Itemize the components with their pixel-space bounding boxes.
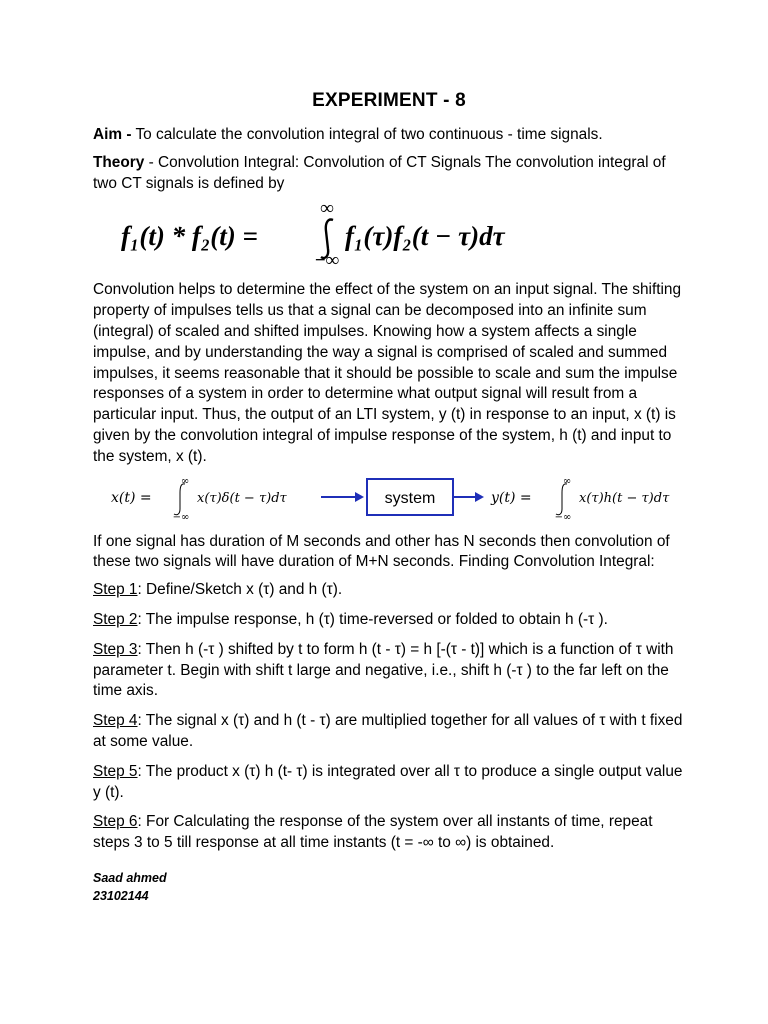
page-title: EXPERIMENT - 8 bbox=[312, 90, 466, 111]
step-3-label: Step 3 bbox=[93, 640, 138, 658]
step-1-label: Step 1 bbox=[93, 581, 138, 599]
output-equation-lhs: y(t) = bbox=[491, 489, 532, 506]
input-arrow-head-icon bbox=[355, 492, 364, 502]
step-4 bbox=[93, 711, 685, 753]
step-5 bbox=[93, 762, 685, 804]
aim-label: Aim - bbox=[93, 126, 132, 143]
equation-1-graphic bbox=[121, 201, 561, 267]
step-1-text: : Define/Sketch x (τ) and h (τ). bbox=[137, 581, 343, 599]
step-1 bbox=[93, 580, 685, 601]
equation-1-integrand: f₁(τ)f₂(t − τ)dτ bbox=[345, 221, 505, 252]
author-id: 23102144 bbox=[93, 888, 149, 903]
output-lower-limit: −∞ bbox=[554, 511, 572, 521]
author-name: Saad ahmed bbox=[93, 870, 167, 885]
system-diagram-graphic bbox=[111, 475, 691, 521]
output-equation-integrand: x(τ)h(t − τ)dτ bbox=[579, 490, 670, 506]
aim-text: To calculate the convolution integral of two continuous - time signals. bbox=[131, 126, 603, 143]
step-2-text: : The impulse response, h (τ) time-reversed or folded to obtain h (-τ ). bbox=[137, 610, 608, 628]
input-upper-limit: ∞ bbox=[180, 475, 190, 487]
input-lower-limit: −∞ bbox=[172, 511, 190, 521]
input-equation-lhs: x(t) = bbox=[111, 489, 152, 506]
input-equation-integrand: x(τ)δ(t − τ)dτ bbox=[197, 490, 287, 506]
equation-1-upper-limit: ∞ bbox=[320, 201, 334, 220]
equation-1-lhs: f₁(t) * f₂(t) = bbox=[121, 221, 258, 252]
step-2-label: Step 2 bbox=[93, 610, 138, 628]
step-6 bbox=[93, 812, 685, 854]
step-4-label: Step 4 bbox=[93, 712, 138, 730]
aim-paragraph bbox=[93, 125, 685, 146]
paragraph-duration: If one signal has duration of M seconds and other has N seconds then convolution of these two signals will have duration of M+N seconds. Finding Convolution Integral: bbox=[93, 532, 670, 571]
output-upper-limit: ∞ bbox=[562, 475, 572, 487]
theory-text: - Convolution Integral: Convolution of CT Signals The convolution integral of two CT signals is defined by bbox=[93, 153, 666, 192]
step-3-text: : Then h (-τ ) shifted by t to form h (t - τ) = h [-(τ - t)] which is a function of τ with parameter t. Begin with shift t large and negative, i.e., shift h (-τ ) to the far left on the time axis. bbox=[93, 640, 674, 700]
step-2 bbox=[93, 610, 685, 631]
author-block bbox=[93, 869, 685, 905]
theory-paragraph bbox=[93, 153, 685, 195]
step-6-label: Step 6 bbox=[93, 813, 138, 831]
theory-label: Theory bbox=[93, 153, 145, 171]
step-6-text: : For Calculating the response of the system over all instants of time, repeat steps 3 to 5 till response at all time instants (t = -∞ to ∞) is obtained. bbox=[93, 813, 653, 852]
equation-1-lower-limit: −∞ bbox=[314, 250, 340, 268]
paragraph-convolution-explanation: Convolution helps to determine the effect of the system on an input signal. The shifting property of impulses tells us that a signal can be decomposed into an infinite sum (integral) of scaled and shifted impulses. Knowing how a system affects a single impulse, and by understanding the way a signal is comprised of scaled and summed impulses, it seems reasonable that it should be possible to scale and sum the impulse responses of a system in order to determine what output signal will result from a particular input. Thus, the output of an LTI system, y (t) in response to an input, x (t) is given by the convolution integral of impulse response of the system, h (t) and input to the system, x (t). bbox=[93, 281, 682, 465]
step-5-text: : The product x (τ) h (t- τ) is integrated over all τ to produce a single output value y (t). bbox=[93, 762, 683, 801]
convolution-integral-equation bbox=[121, 201, 685, 272]
step-3 bbox=[93, 640, 685, 702]
step-4-text: : The signal x (τ) and h (t - τ) are multiplied together for all values of τ with t fixed at some value. bbox=[93, 712, 683, 750]
output-integral-sign-icon bbox=[556, 483, 567, 514]
system-label: system bbox=[384, 489, 436, 507]
output-arrow-head-icon bbox=[475, 492, 484, 502]
document-page bbox=[93, 88, 685, 905]
lti-system-diagram bbox=[111, 475, 685, 526]
input-integral-sign-icon bbox=[174, 483, 185, 514]
step-5-label: Step 5 bbox=[93, 762, 138, 780]
